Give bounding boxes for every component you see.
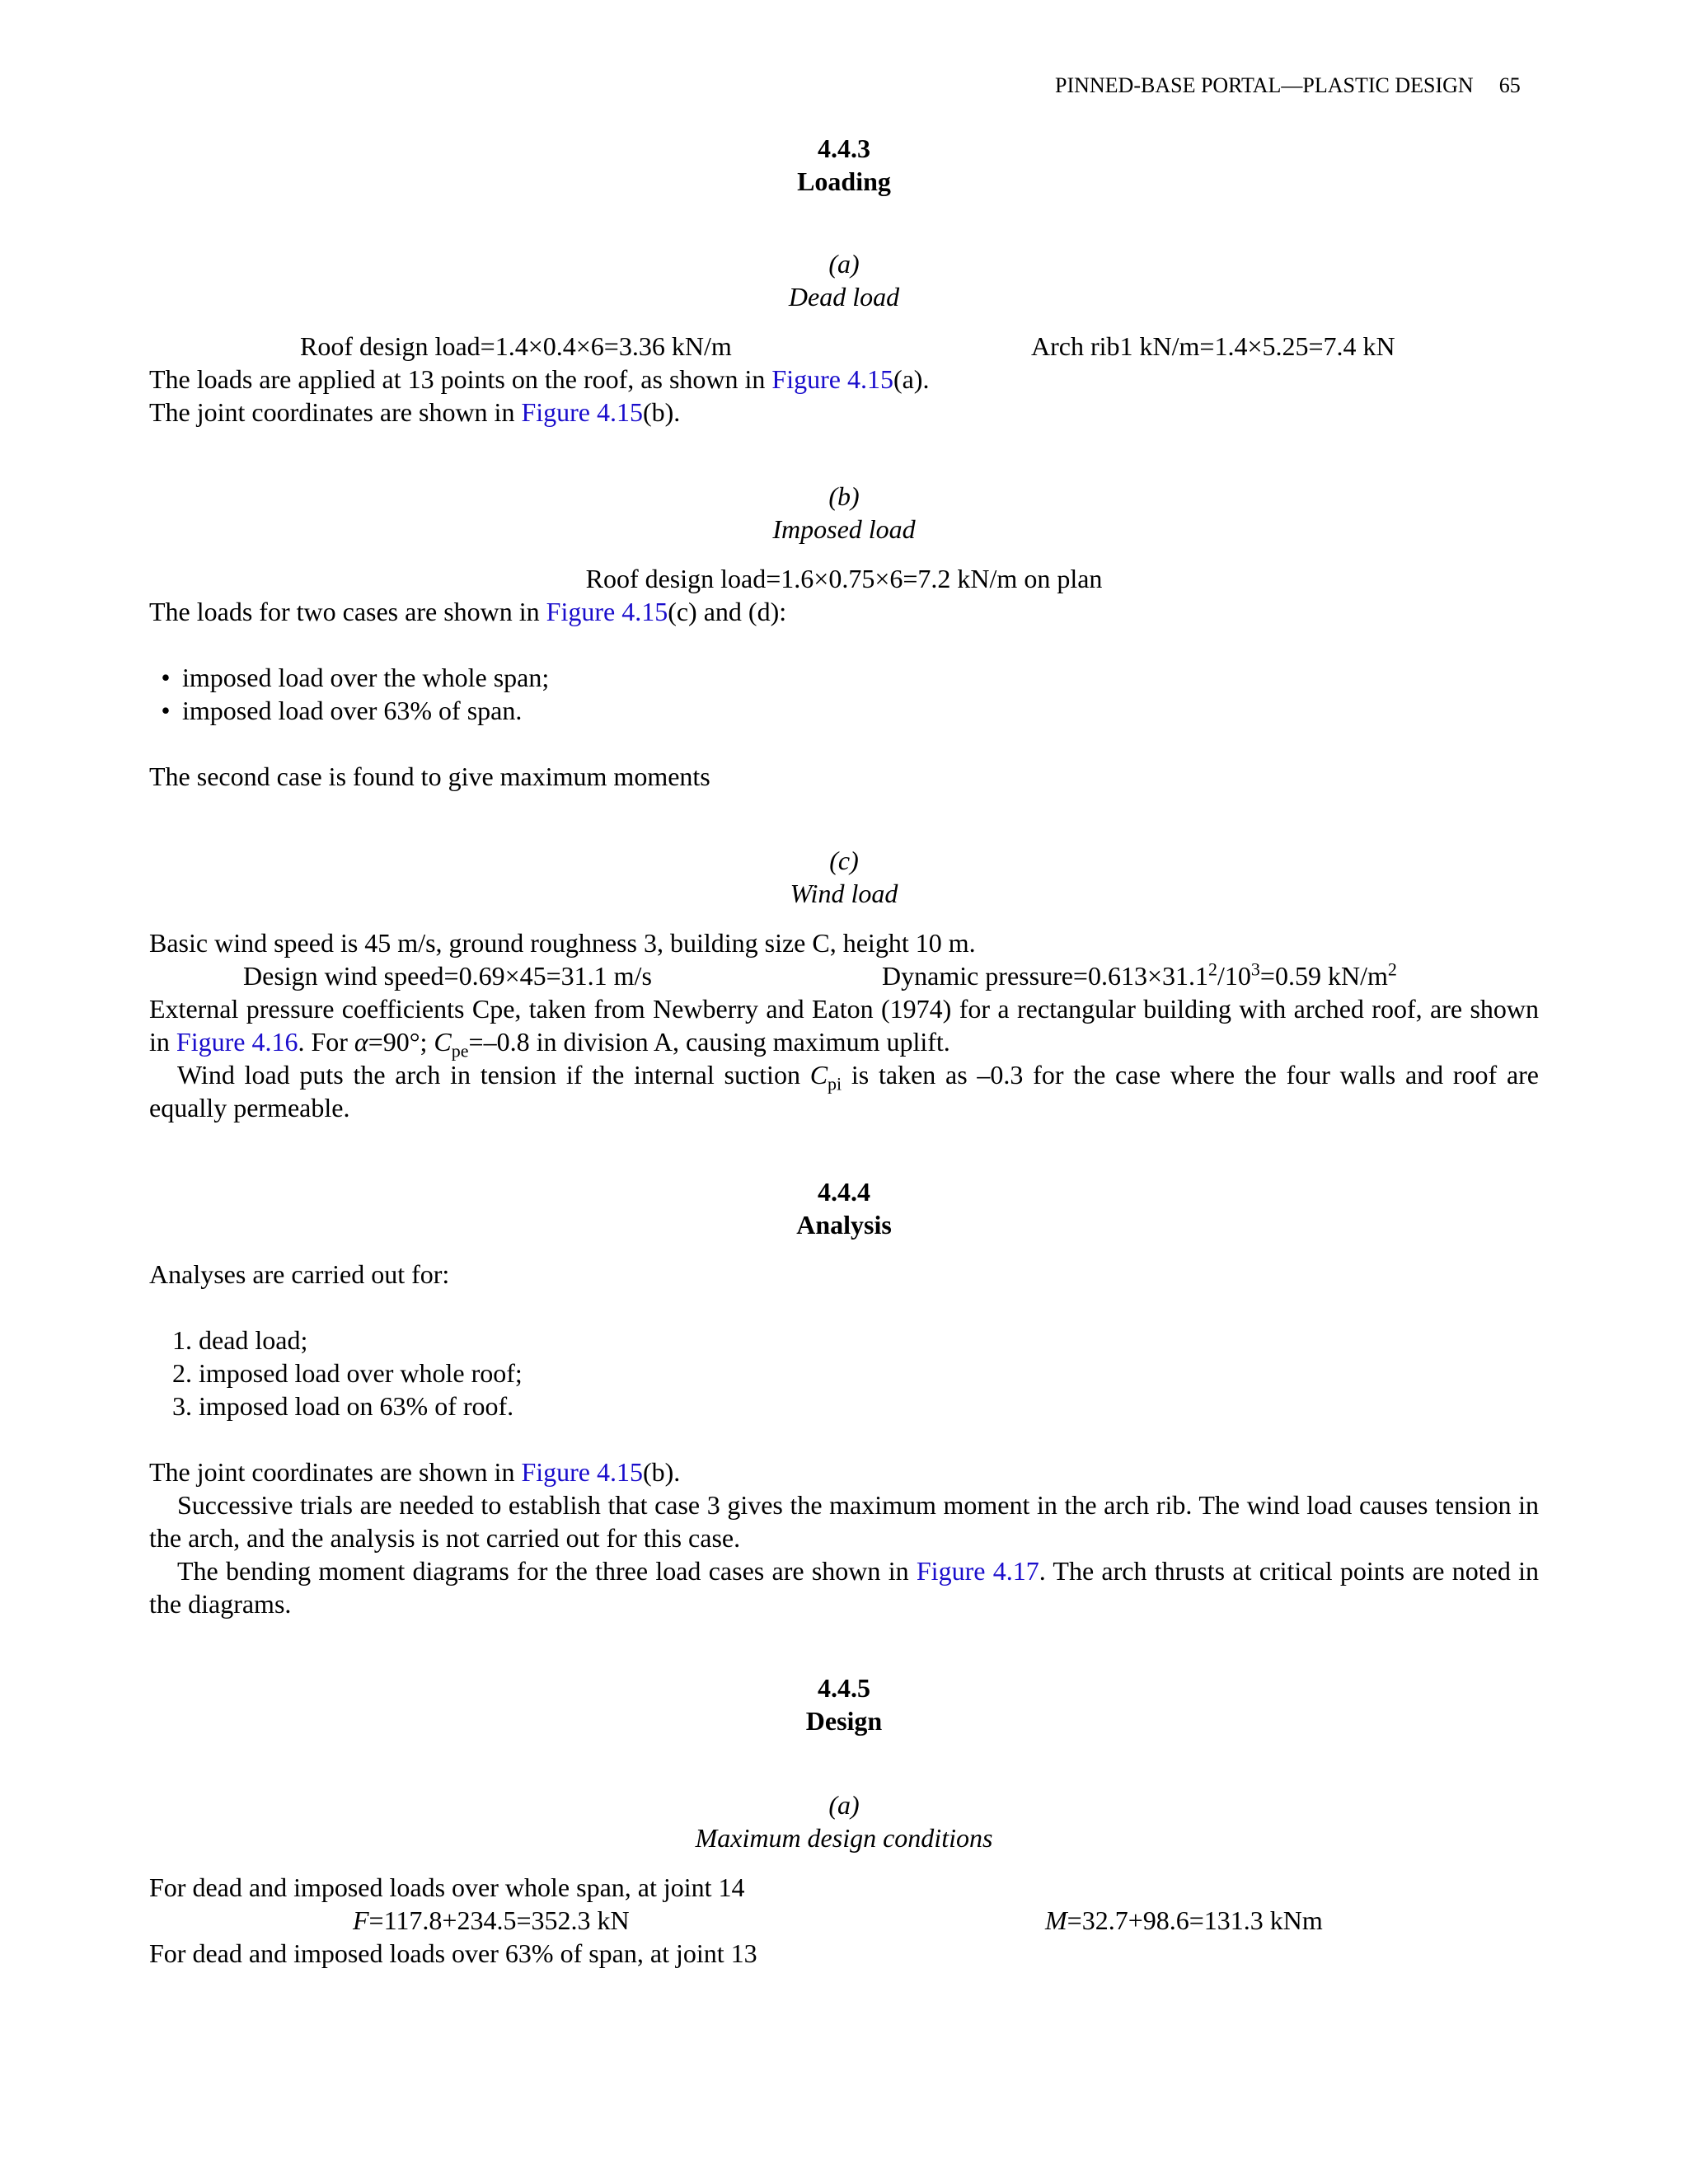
subsection-label-a: (a) [828,249,860,279]
equation-dynamic-pressure: Dynamic $pressure=0.613\times 31.1^2/10^3=0.59$ $kN/m^2$ [882,958,1397,991]
subsection-label-a: (a) [828,1790,860,1820]
figure-link[interactable]: Figure 4.15 [546,597,668,626]
list-item: • imposed load over 63% of span. [149,694,549,727]
figure-link[interactable]: Figure 4.15 [521,1457,643,1487]
figure-link[interactable]: Figure 4.15 [521,397,643,427]
running-head [1055,69,1521,102]
subsection-title-wind-load: Wind load [790,879,898,908]
section-number-4-4-4: 4.4.4 [818,1177,870,1207]
numbered-list [149,1324,523,1422]
section-title-analysis: Analysis [796,1210,892,1240]
paragraph: The bending moment diagrams for the three load cases are shown in Figure 4.17. The arch thrusts at critical points are noted in the diagrams. [149,1556,1540,1619]
subsection-label-b: (b) [828,481,860,511]
section-number-4-4-3: 4.4.3 [818,134,870,163]
text-line: The loads for two cases are shown in Figure 4.15(c) and (d): [149,597,787,626]
subsection-title-dead-load: Dead load [788,282,900,312]
bullet-mark: • [161,663,171,692]
text-line: For dead and imposed loads over whole span, at joint 14 [149,1872,745,1902]
equation-moment: M=32.7+98.6=131.3 kNm [1045,1905,1323,1935]
text-line: Analyses are carried out for: [149,1259,450,1289]
section-title-design: Design [805,1706,883,1736]
list-item: 1. dead load; [172,1325,308,1355]
subsection-title-imposed-load: Imposed load [772,514,916,544]
bullet-list [149,661,549,727]
subsection-label-c: (c) [829,846,859,875]
text-line: For dead and imposed loads over 63% of span, at joint 13 [149,1938,757,1968]
list-item: • imposed load over the whole span; [149,661,549,694]
list-item: 2. imposed load over whole roof; [172,1358,523,1388]
equation-force: F=117.8+234.5=352.3 kN [353,1905,630,1935]
paragraph: Wind load puts the arch in tension if the internal suction $C_{pi}$ is taken as –0.3 for the case where the four walls and roof are equally permeable. [149,1060,1540,1122]
equation-imposed-roof-load: Roof design load=1.6×0.75×6=7.2 kN/m on plan [585,564,1103,593]
running-head-title: PINNED-BASE PORTAL—PLASTIC DESIGN [1055,73,1474,97]
page-number: 65 [1498,73,1521,97]
list-item: 3. imposed load on 63% of roof. [172,1391,514,1421]
subsection-title-maximum-design-conditions: Maximum design conditions [695,1823,993,1853]
text-line: The second case is found to give maximum moments [149,762,710,791]
text-line: The joint coordinates are shown in Figure 4.15(b). [149,1457,681,1487]
figure-link[interactable]: Figure 4.17 [916,1556,1039,1586]
equation-arch-rib: Arch rib1 kN/m=1.4×5.25=7.4 kN [1031,331,1395,361]
text-line: The joint coordinates are shown in Figure 4.15(b). [149,397,681,427]
section-title-loading: Loading [797,166,891,196]
equation-design-wind-speed: Design wind speed=0.69×45=31.1 m/s [243,961,652,991]
figure-link[interactable]: Figure 4.15 [771,364,893,394]
bullet-mark: • [161,696,171,725]
text-line: Basic wind speed is 45 m/s, ground roughness 3, building size C, height 10 m. [149,928,976,958]
figure-link[interactable]: Figure 4.16 [176,1027,298,1057]
paragraph: Successive trials are needed to establish that case 3 gives the maximum moment in the arch rib. The wind load causes tension in the arch, and the analysis is not carried out for this case. [149,1490,1539,1553]
section-number-4-4-5: 4.4.5 [818,1673,870,1703]
paragraph: External pressure coefficients Cpe, taken from Newberry and Eaton (1974) for a rectangular building with arched roof, are shown in Figure 4.16. For α=90°; $C_{pe}=-0.8$ in division A, causing maximum uplift. [149,994,1539,1062]
text-line: The loads are applied at 13 points on the roof, as shown in Figure 4.15(a). [149,364,930,394]
equation-roof-design-load: Roof design load=1.4×0.4×6=3.36 kN/m [300,331,732,361]
